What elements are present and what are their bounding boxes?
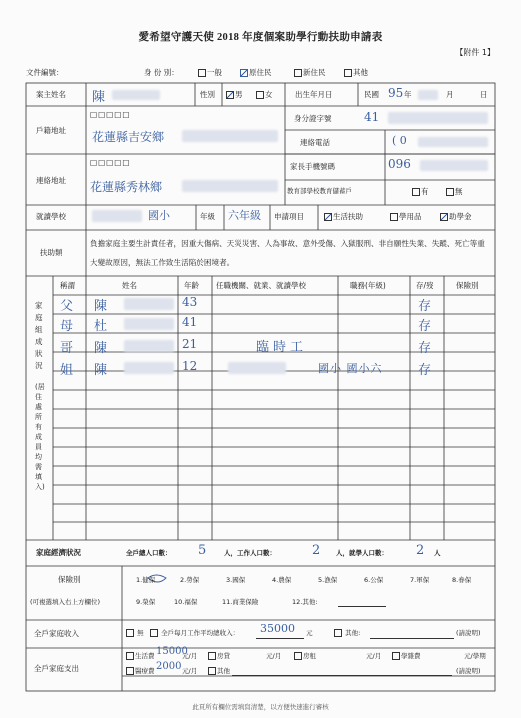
- filled-medical[interactable]: 2000: [156, 661, 182, 672]
- label-income: 全戶家庭收入: [34, 629, 79, 638]
- income-other[interactable]: 其他:: [334, 629, 360, 638]
- col-position: 職務(年級): [350, 281, 386, 290]
- filled-mobile-prefix[interactable]: 096: [388, 157, 411, 171]
- label-year: 年: [404, 90, 412, 99]
- insurance-11[interactable]: 11.商業保險: [222, 598, 259, 606]
- label-roc: 民國: [364, 90, 379, 99]
- identity-option-other[interactable]: 其他: [344, 67, 368, 78]
- form-title: 愛希望守護天使 2018 年度個案助學行動扶助申請表: [138, 32, 383, 43]
- insurance-3[interactable]: 3.國保: [226, 576, 246, 584]
- col-age: 年齡: [184, 281, 199, 290]
- expense-living-unit: 元/月: [182, 652, 198, 660]
- expense-other[interactable]: 其他: [208, 667, 230, 676]
- label-family-vertical: 家庭組成狀況: [35, 301, 43, 370]
- expense-medical[interactable]: 醫療費: [126, 667, 155, 676]
- label-birth: 出生年月日: [295, 90, 333, 99]
- family-row-3-surname[interactable]: 陳: [94, 341, 108, 356]
- footer-note: 此頁所有欄位需填寫清楚，以方便快速進行審核: [192, 703, 329, 711]
- family-row-2-status[interactable]: 存: [418, 319, 432, 334]
- col-insurance: 保險別: [456, 281, 479, 290]
- income-explain: (請說明): [456, 629, 481, 637]
- filled-household-address[interactable]: 花蓮縣吉安鄉: [92, 130, 165, 144]
- family-row-3-job[interactable]: 臨時工: [256, 340, 308, 355]
- attachment-label: 【附件 1】: [455, 48, 495, 57]
- redacted-row-1: [124, 298, 174, 310]
- label-grade: 年級: [200, 212, 215, 221]
- label-study-pop: 人，就學人口數：: [336, 549, 388, 557]
- redacted-household-address: [182, 130, 278, 142]
- family-row-3-status[interactable]: 存: [418, 341, 432, 356]
- label-insurance-note: (可複選填入右上方欄位): [30, 598, 101, 606]
- family-row-1-age[interactable]: 43: [182, 295, 198, 309]
- filled-birth-year[interactable]: 95: [388, 86, 404, 100]
- gender-female[interactable]: 女: [256, 90, 273, 100]
- filled-total-pop[interactable]: 5: [198, 543, 207, 558]
- label-contact-address: 連絡地址: [36, 176, 66, 185]
- apply-living[interactable]: 生活扶助: [324, 212, 363, 222]
- filled-income[interactable]: 35000: [260, 622, 295, 635]
- family-row-2-age[interactable]: 41: [182, 315, 198, 329]
- label-person-unit: 人: [434, 549, 441, 557]
- insurance-12[interactable]: 12.其他:: [292, 598, 318, 606]
- label-gender: 性別: [200, 90, 215, 99]
- label-total-pop: 全戶總人口數：: [126, 549, 172, 557]
- label-phone: 連絡電話: [300, 138, 330, 147]
- redacted-name: [112, 90, 160, 100]
- insurance-6[interactable]: 6.公保: [364, 576, 384, 584]
- filled-contact-address[interactable]: 花蓮縣秀林鄉: [90, 180, 163, 194]
- expense-tuition[interactable]: 學雜費: [392, 652, 421, 661]
- family-row-3-relation[interactable]: 哥: [60, 341, 74, 356]
- income-none[interactable]: 無: [126, 629, 144, 638]
- label-month: 月: [446, 90, 454, 99]
- label-reason: 扶助類: [40, 248, 63, 257]
- income-other-line: [370, 638, 454, 639]
- col-employer: 任職機關、就業、就讀學校: [216, 281, 306, 290]
- label-insurance: 保險別: [58, 575, 81, 584]
- apply-scholarship[interactable]: 助學金: [440, 212, 472, 222]
- family-row-2-relation[interactable]: 母: [60, 319, 74, 334]
- redacted-row-2: [124, 318, 174, 330]
- expense-mortgage[interactable]: 房貸: [208, 652, 230, 661]
- label-economy: 家庭經濟狀況: [36, 548, 81, 557]
- postal-boxes-contact: □□□□□: [90, 158, 131, 167]
- filled-phone-prefix[interactable]: ( 0: [392, 134, 407, 147]
- filled-living[interactable]: 15000: [156, 646, 188, 657]
- bank-yes[interactable]: 有: [412, 187, 429, 197]
- col-relation: 稱謂: [60, 281, 75, 290]
- label-day: 日: [480, 90, 488, 99]
- expense-medical-unit: 元/月: [182, 667, 198, 675]
- insurance-9[interactable]: 9.榮保: [136, 598, 156, 606]
- redacted-id: [388, 112, 488, 124]
- filled-study-pop[interactable]: 2: [416, 543, 425, 558]
- family-row-2-surname[interactable]: 杜: [94, 319, 108, 334]
- redacted-row-3: [124, 340, 174, 352]
- identity-label: 身 份 別：: [144, 68, 179, 77]
- family-row-4-age[interactable]: 12: [182, 359, 198, 373]
- insurance-10[interactable]: 10.福保: [174, 598, 198, 606]
- family-row-1-relation[interactable]: 父: [60, 299, 74, 314]
- income-line: [256, 638, 304, 639]
- label-bank: 教育部學校教育儲蓄戶: [287, 187, 352, 195]
- col-status: 存/歿: [416, 281, 434, 290]
- filled-grade[interactable]: 六年級: [228, 209, 261, 222]
- insurance-4[interactable]: 4.農保: [272, 576, 292, 584]
- family-row-4-surname[interactable]: 陳: [94, 363, 108, 378]
- label-school: 就讀學校: [36, 212, 66, 221]
- label-id-number: 身分證字號: [294, 114, 332, 123]
- redacted-row-4-school: [228, 362, 286, 374]
- filled-name[interactable]: 陳: [92, 90, 106, 105]
- family-row-1-surname[interactable]: 陳: [94, 299, 108, 314]
- expense-tuition-unit: 元/學期: [464, 652, 486, 660]
- gender-male[interactable]: 男: [226, 90, 243, 100]
- label-mobile: 家長手機號碼: [290, 162, 335, 171]
- insurance-other-line: [338, 606, 386, 607]
- label-work-pop: 人，工作人口數：: [224, 549, 276, 557]
- filled-school-suffix[interactable]: 國小: [148, 209, 170, 222]
- apply-supplies[interactable]: 學用品: [390, 212, 422, 222]
- insurance-8[interactable]: 8.眷保: [452, 576, 472, 584]
- reason-text: 負擔家庭主要生計責任者，因重大傷病、天災災害、人為事故、意外受傷、入獄服刑、非自願性失業、失蹤、死亡等重大變故原因，無法工作致生活陷於困境者。: [90, 239, 485, 267]
- filled-work-pop[interactable]: 2: [312, 543, 321, 558]
- filled-id-prefix[interactable]: 41: [364, 110, 380, 124]
- expense-rent[interactable]: 房租: [294, 652, 316, 661]
- doc-number-label: 文件編號：: [26, 68, 64, 77]
- expense-mortgage-unit: 元/月: [266, 652, 282, 660]
- label-household: 戶籍地址: [36, 126, 66, 135]
- family-row-3-age[interactable]: 21: [182, 337, 198, 351]
- identity-option-general[interactable]: 一般: [198, 67, 222, 78]
- label-income-unit: 元: [306, 629, 313, 637]
- identity-option-new-resident[interactable]: 新住民: [294, 67, 326, 78]
- insurance-2[interactable]: 2.勞保: [180, 576, 200, 584]
- family-row-4-relation[interactable]: 姐: [60, 363, 74, 378]
- family-row-4-job[interactable]: 國小 國小六: [318, 362, 383, 375]
- insurance-1[interactable]: 1.健保: [136, 576, 156, 584]
- redacted-row-4: [124, 362, 174, 374]
- identity-option-indigenous[interactable]: 原住民: [240, 67, 272, 78]
- label-expense: 全戶家庭支出: [34, 664, 79, 673]
- bank-no[interactable]: 無: [446, 187, 463, 197]
- expense-explain: (請說明): [456, 667, 481, 675]
- col-name: 姓名: [122, 281, 137, 290]
- insurance-7[interactable]: 7.軍保: [410, 576, 430, 584]
- family-row-4-status[interactable]: 存: [418, 363, 432, 378]
- label-name: 案主姓名: [36, 90, 66, 99]
- expense-other-line: [232, 675, 452, 676]
- family-row-1-status[interactable]: 存: [418, 299, 432, 314]
- redacted-mobile: [420, 160, 488, 171]
- redacted-month: [418, 90, 438, 100]
- expense-rent-unit: 元/月: [366, 652, 382, 660]
- redacted-phone: [418, 137, 488, 147]
- label-family-note: (居住處所有成員均需填入): [35, 383, 45, 491]
- redacted-contact-address: [182, 180, 278, 192]
- redacted-school: [92, 210, 142, 222]
- label-apply: 申請項目: [274, 212, 304, 221]
- expense-living[interactable]: 生活費: [126, 652, 155, 661]
- postal-boxes-household: □□□□□: [90, 110, 131, 119]
- income-monthly[interactable]: 全戶每月工作平均總收入：: [150, 629, 239, 638]
- insurance-5[interactable]: 5.漁保: [318, 576, 338, 584]
